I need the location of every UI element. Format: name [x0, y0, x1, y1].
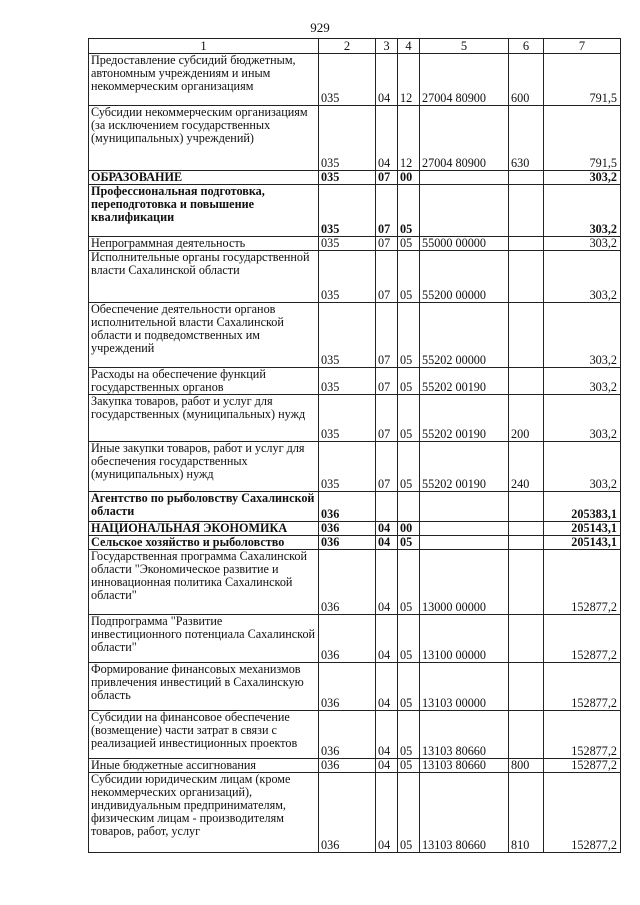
row-expense-type-cell: 200 [509, 395, 544, 442]
row-chapter-cell: 04 [376, 711, 398, 759]
row-amount-cell: 152877,2 [544, 773, 621, 853]
row-expense-type-cell: 600 [509, 54, 544, 106]
table-row [89, 395, 621, 442]
row-target-article-cell: 13103 80660 [420, 759, 509, 773]
row-amount-cell: 205143,1 [544, 536, 621, 550]
row-name-cell: Формирование финансовых механизмов привлечения инвестиций в Сахалинскую область [89, 663, 319, 711]
row-amount-cell: 791,5 [544, 106, 621, 171]
row-amount-cell: 791,5 [544, 54, 621, 106]
table-row [89, 368, 621, 395]
row-subchapter-cell: 05 [398, 536, 420, 550]
row-section-code-cell: 036 [319, 711, 376, 759]
row-chapter-cell: 04 [376, 536, 398, 550]
row-expense-type-cell [509, 492, 544, 522]
row-target-article-cell [420, 185, 509, 237]
row-expense-type-cell [509, 237, 544, 251]
row-subchapter-cell: 00 [398, 171, 420, 185]
header-col-6: 6 [509, 39, 544, 54]
row-section-code-cell: 035 [319, 368, 376, 395]
row-target-article-cell: 55202 00190 [420, 442, 509, 492]
table-row [89, 711, 621, 759]
table-row [89, 522, 621, 536]
row-expense-type-cell [509, 663, 544, 711]
row-section-code-cell: 036 [319, 615, 376, 663]
row-section-code-cell: 036 [319, 522, 376, 536]
row-chapter-cell: 04 [376, 54, 398, 106]
row-name-cell: Субсидии некоммерческим организациям (за исключением государственных (муниципальных) учреждений) [89, 106, 319, 171]
row-chapter-cell: 07 [376, 368, 398, 395]
row-chapter-cell [376, 492, 398, 522]
row-name-cell: Предоставление субсидий бюджетным, автономным учреждениям и иным некоммерческим организациям [89, 54, 319, 106]
row-amount-cell: 303,2 [544, 442, 621, 492]
row-amount-cell: 152877,2 [544, 663, 621, 711]
row-target-article-cell: 55200 00000 [420, 251, 509, 303]
table-header-row [89, 39, 621, 54]
row-name-cell: Профессиональная подготовка, переподготовка и повышение квалификации [89, 185, 319, 237]
row-target-article-cell: 13000 00000 [420, 550, 509, 615]
row-chapter-cell: 04 [376, 773, 398, 853]
row-chapter-cell: 07 [376, 185, 398, 237]
row-subchapter-cell: 05 [398, 442, 420, 492]
row-amount-cell: 303,2 [544, 368, 621, 395]
row-chapter-cell: 04 [376, 615, 398, 663]
row-chapter-cell: 07 [376, 251, 398, 303]
row-target-article-cell [420, 492, 509, 522]
table-row [89, 615, 621, 663]
row-section-code-cell: 035 [319, 171, 376, 185]
row-target-article-cell [420, 522, 509, 536]
row-name-cell: Расходы на обеспечение функций государственных органов [89, 368, 319, 395]
row-expense-type-cell [509, 185, 544, 237]
row-expense-type-cell [509, 711, 544, 759]
table-row [89, 171, 621, 185]
row-subchapter-cell: 05 [398, 303, 420, 368]
row-subchapter-cell: 05 [398, 711, 420, 759]
row-amount-cell: 303,2 [544, 303, 621, 368]
row-section-code-cell: 036 [319, 759, 376, 773]
table-row [89, 185, 621, 237]
row-amount-cell: 152877,2 [544, 759, 621, 773]
row-name-cell: Иные бюджетные ассигнования [89, 759, 319, 773]
table-row [89, 251, 621, 303]
row-name-cell: Непрограммная деятельность [89, 237, 319, 251]
row-target-article-cell: 13103 80660 [420, 711, 509, 759]
budget-table-container [88, 38, 621, 853]
table-row [89, 442, 621, 492]
row-section-code-cell: 035 [319, 54, 376, 106]
row-section-code-cell: 035 [319, 185, 376, 237]
row-name-cell: Обеспечение деятельности органов исполнительной власти Сахалинской области и подведомственных им учреждений [89, 303, 319, 368]
row-section-code-cell: 036 [319, 773, 376, 853]
row-chapter-cell: 04 [376, 522, 398, 536]
row-subchapter-cell: 12 [398, 106, 420, 171]
row-target-article-cell: 27004 80900 [420, 106, 509, 171]
row-chapter-cell: 07 [376, 303, 398, 368]
row-amount-cell: 152877,2 [544, 550, 621, 615]
row-subchapter-cell: 05 [398, 663, 420, 711]
row-target-article-cell: 27004 80900 [420, 54, 509, 106]
table-row [89, 759, 621, 773]
row-target-article-cell [420, 171, 509, 185]
table-row [89, 536, 621, 550]
row-target-article-cell: 13103 80660 [420, 773, 509, 853]
row-expense-type-cell: 240 [509, 442, 544, 492]
row-amount-cell: 303,2 [544, 171, 621, 185]
row-name-cell: Агентство по рыболовству Сахалинской области [89, 492, 319, 522]
table-row [89, 492, 621, 522]
row-subchapter-cell: 05 [398, 615, 420, 663]
row-section-code-cell: 036 [319, 492, 376, 522]
row-expense-type-cell [509, 171, 544, 185]
row-amount-cell: 152877,2 [544, 711, 621, 759]
row-expense-type-cell: 810 [509, 773, 544, 853]
row-target-article-cell: 13103 00000 [420, 663, 509, 711]
row-target-article-cell: 55202 00000 [420, 303, 509, 368]
row-chapter-cell: 07 [376, 442, 398, 492]
row-chapter-cell: 04 [376, 550, 398, 615]
table-row [89, 550, 621, 615]
row-expense-type-cell [509, 251, 544, 303]
table-row [89, 54, 621, 106]
row-subchapter-cell: 05 [398, 368, 420, 395]
row-name-cell: НАЦИОНАЛЬНАЯ ЭКОНОМИКА [89, 522, 319, 536]
row-expense-type-cell [509, 550, 544, 615]
row-expense-type-cell [509, 522, 544, 536]
row-name-cell: Исполнительные органы государственной власти Сахалинской области [89, 251, 319, 303]
row-subchapter-cell: 12 [398, 54, 420, 106]
header-col-4: 4 [398, 39, 420, 54]
header-col-1: 1 [89, 39, 319, 54]
header-col-5: 5 [420, 39, 509, 54]
table-row [89, 237, 621, 251]
row-name-cell: Сельское хозяйство и рыболовство [89, 536, 319, 550]
row-name-cell: Закупка товаров, работ и услуг для государственных (муниципальных) нужд [89, 395, 319, 442]
header-col-3: 3 [376, 39, 398, 54]
row-subchapter-cell: 05 [398, 773, 420, 853]
row-chapter-cell: 07 [376, 237, 398, 251]
page-number: 929 [310, 20, 330, 35]
table-row [89, 773, 621, 853]
row-section-code-cell: 035 [319, 106, 376, 171]
row-subchapter-cell: 05 [398, 759, 420, 773]
row-section-code-cell: 036 [319, 663, 376, 711]
row-chapter-cell: 07 [376, 395, 398, 442]
table-row [89, 303, 621, 368]
row-subchapter-cell: 05 [398, 550, 420, 615]
row-amount-cell: 303,2 [544, 251, 621, 303]
header-col-2: 2 [319, 39, 376, 54]
row-section-code-cell: 035 [319, 237, 376, 251]
row-expense-type-cell [509, 368, 544, 395]
row-name-cell: Подпрограмма "Развитие инвестиционного потенциала Сахалинской области" [89, 615, 319, 663]
row-chapter-cell: 04 [376, 759, 398, 773]
row-subchapter-cell [398, 492, 420, 522]
row-amount-cell: 205143,1 [544, 522, 621, 536]
row-expense-type-cell [509, 615, 544, 663]
row-amount-cell: 205383,1 [544, 492, 621, 522]
row-chapter-cell: 04 [376, 106, 398, 171]
row-subchapter-cell: 05 [398, 185, 420, 237]
row-amount-cell: 152877,2 [544, 615, 621, 663]
row-target-article-cell [420, 536, 509, 550]
row-name-cell: ОБРАЗОВАНИЕ [89, 171, 319, 185]
row-target-article-cell: 55000 00000 [420, 237, 509, 251]
row-name-cell: Субсидии юридическим лицам (кроме некоммерческих организаций), индивидуальным предпринимателям, физическим лицам - производителям товаров, работ, услуг [89, 773, 319, 853]
row-subchapter-cell: 05 [398, 237, 420, 251]
table-row [89, 106, 621, 171]
row-section-code-cell: 036 [319, 550, 376, 615]
row-subchapter-cell: 05 [398, 395, 420, 442]
row-section-code-cell: 035 [319, 442, 376, 492]
row-name-cell: Государственная программа Сахалинской области "Экономическое развитие и инновационная политика Сахалинской области" [89, 550, 319, 615]
row-expense-type-cell [509, 536, 544, 550]
row-chapter-cell: 07 [376, 171, 398, 185]
row-expense-type-cell: 630 [509, 106, 544, 171]
row-section-code-cell: 036 [319, 536, 376, 550]
row-target-article-cell: 13100 00000 [420, 615, 509, 663]
row-chapter-cell: 04 [376, 663, 398, 711]
row-section-code-cell: 035 [319, 251, 376, 303]
row-amount-cell: 303,2 [544, 185, 621, 237]
row-name-cell: Субсидии на финансовое обеспечение (возмещение) части затрат в связи с реализацией инвестиционных проектов [89, 711, 319, 759]
row-target-article-cell: 55202 00190 [420, 395, 509, 442]
row-expense-type-cell: 800 [509, 759, 544, 773]
row-subchapter-cell: 00 [398, 522, 420, 536]
table-row [89, 663, 621, 711]
row-amount-cell: 303,2 [544, 237, 621, 251]
budget-table [88, 38, 621, 853]
row-name-cell: Иные закупки товаров, работ и услуг для обеспечения государственных (муниципальных) нужд [89, 442, 319, 492]
row-section-code-cell: 035 [319, 395, 376, 442]
row-expense-type-cell [509, 303, 544, 368]
row-amount-cell: 303,2 [544, 395, 621, 442]
row-subchapter-cell: 05 [398, 251, 420, 303]
header-col-7: 7 [544, 39, 621, 54]
row-section-code-cell: 035 [319, 303, 376, 368]
row-target-article-cell: 55202 00190 [420, 368, 509, 395]
